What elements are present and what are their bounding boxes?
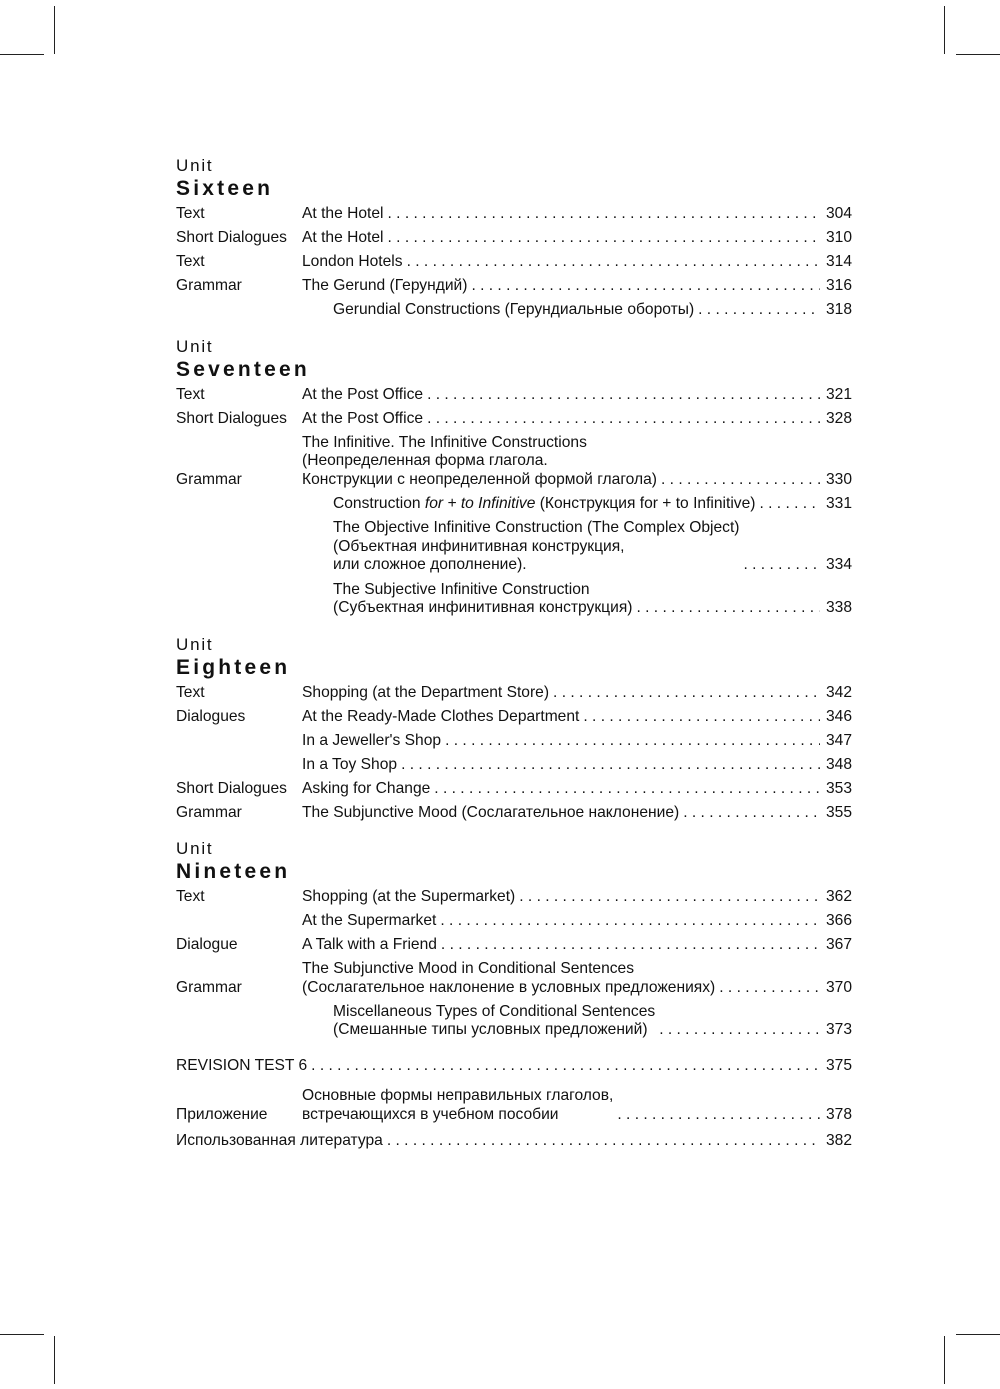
entry-title: At the Hotel: [302, 205, 384, 222]
unit-section: [176, 337, 852, 618]
toc-entry[interactable]: [176, 229, 852, 248]
dot-leader: [698, 301, 820, 320]
dot-leader: [445, 732, 820, 751]
entry-title: At the Ready-Made Clothes Department: [302, 707, 580, 725]
entry-category: Text: [176, 385, 205, 403]
unit-title: Eighteen: [176, 655, 291, 679]
units-list: [176, 156, 852, 1040]
page-number: 334: [825, 556, 852, 573]
entry-category: Grammar: [176, 470, 242, 488]
entry-category: Text: [176, 205, 205, 222]
unit-title: Nineteen: [176, 860, 291, 883]
entry-title: The Objective Infinitive Construction (The Complex Object) (Объектная инфинитивная конструкция, или сложное дополнение).: [333, 519, 740, 573]
dot-leader: [427, 410, 820, 429]
unit-label: Unit: [176, 156, 214, 175]
dot-leader: [636, 599, 820, 618]
crop-mark: [956, 54, 1000, 55]
page-number: 321: [825, 385, 852, 403]
entry-category: Short Dialogues: [176, 229, 287, 246]
toc-entry[interactable]: [176, 386, 852, 405]
unit-section: [176, 839, 852, 1040]
page-number: 304: [825, 205, 852, 222]
dot-leader: [683, 804, 820, 823]
entry-title: At the Post Office: [302, 385, 424, 403]
entry-title: The Subjunctive Mood in Conditional Sentences (Сослагательное наклонение в условных предложениях): [302, 960, 716, 996]
toc-entry[interactable]: [176, 1003, 852, 1040]
crop-mark: [944, 1336, 945, 1384]
dot-leader: [441, 936, 820, 955]
page-number: 330: [825, 470, 852, 488]
entry-title: London Hotels: [302, 253, 403, 270]
toc-entry[interactable]: [176, 434, 852, 490]
dot-leader: [583, 708, 820, 727]
entry-title: A Talk with a Friend: [302, 936, 437, 953]
dot-leader: [434, 780, 820, 799]
dot-leader: [759, 495, 820, 514]
page-number: 316: [825, 277, 852, 294]
entry-category: Приложение: [176, 1105, 268, 1123]
entry-title-part: for + to Infinitive: [424, 494, 536, 512]
page-number: 370: [825, 978, 852, 996]
entry-category: Dialogue: [176, 936, 238, 953]
toc-entry[interactable]: [176, 732, 852, 751]
toc-entry[interactable]: [176, 888, 852, 907]
page-number: 314: [825, 253, 852, 270]
toc-entry[interactable]: [176, 301, 852, 320]
toc-entry[interactable]: [176, 936, 852, 955]
toc-entry[interactable]: [176, 780, 852, 799]
crop-mark: [54, 6, 55, 54]
entry-category: Text: [176, 253, 205, 270]
page-number: 342: [825, 683, 852, 701]
toc-entry[interactable]: [176, 277, 852, 296]
page-number: 366: [825, 912, 852, 929]
dot-leader: [519, 888, 820, 907]
references-entry[interactable]: [176, 1132, 852, 1151]
crop-mark: [944, 6, 945, 54]
page-number: 362: [825, 888, 852, 905]
page-number: 382: [825, 1132, 852, 1149]
toc-entry[interactable]: [176, 804, 852, 823]
entry-title: At the Supermarket: [302, 912, 437, 929]
toc-entry[interactable]: [176, 410, 852, 429]
entry-category: Text: [176, 888, 205, 905]
dot-leader: [617, 1106, 820, 1125]
toc-entry[interactable]: [176, 253, 852, 272]
dot-leader: [407, 253, 820, 272]
entry-title: Asking for Change: [302, 779, 431, 797]
entry-title: At the Hotel: [302, 229, 384, 246]
entry-title-part: Construction: [333, 494, 425, 512]
entry-title: The Subjective Infinitive Construction (Субъектная инфинитивная конструкция): [333, 580, 633, 616]
toc-entry[interactable]: [176, 756, 852, 775]
page-number: 367: [825, 936, 852, 953]
entry-title: REVISION TEST 6: [176, 1056, 308, 1074]
page-number: 373: [825, 1021, 852, 1038]
page-number: 348: [825, 755, 852, 773]
entry-title: Использованная литература: [176, 1132, 383, 1149]
entry-title: Основные формы неправильных глаголов, встречающихся в учебном пособии: [302, 1087, 614, 1123]
entry-category: Short Dialogues: [176, 409, 287, 427]
entry-title: [333, 495, 755, 514]
unit-label: Unit: [176, 634, 214, 654]
entry-title-part: (Конструкция for + to Infinitive): [535, 494, 756, 512]
dot-leader: [661, 471, 820, 490]
dot-leader: [401, 756, 820, 775]
crop-mark: [956, 1334, 1000, 1335]
toc-entry[interactable]: [176, 205, 852, 224]
entry-title: The Gerund (Герундий): [302, 277, 468, 294]
table-of-contents: [176, 156, 852, 1159]
dot-leader: [659, 1021, 820, 1040]
dot-leader: [471, 277, 820, 296]
dot-leader: [427, 386, 820, 405]
page-number: 338: [825, 599, 852, 616]
toc-entry[interactable]: [176, 495, 852, 514]
appendix-entry[interactable]: [176, 1087, 852, 1124]
toc-entry[interactable]: [176, 960, 852, 997]
page-number: 378: [825, 1105, 852, 1123]
dot-leader: [387, 205, 820, 224]
page-number: 353: [825, 779, 852, 797]
page-number: 355: [825, 803, 852, 821]
unit-title: Sixteen: [176, 177, 274, 200]
entry-title: In a Jeweller's Shop: [302, 731, 442, 749]
unit-section: [176, 156, 852, 320]
crop-mark: [0, 54, 44, 55]
crop-mark: [0, 1334, 44, 1335]
entry-title: The Infinitive. The Infinitive Constructions (Неопределенная форма глагола. Конструкции с неопределенной формой глагола): [302, 433, 657, 488]
page-number: 310: [825, 229, 852, 246]
entry-category: Text: [176, 683, 205, 701]
page-number: 328: [825, 409, 852, 427]
entry-category: Dialogues: [176, 707, 246, 725]
crop-mark: [54, 1336, 55, 1384]
dot-leader: [311, 1057, 820, 1076]
page-number: 346: [825, 707, 852, 725]
toc-entry[interactable]: [176, 912, 852, 931]
toc-entry[interactable]: [176, 708, 852, 727]
unit-label: Unit: [176, 336, 214, 356]
page-number: 347: [825, 731, 852, 749]
page-number: 318: [825, 301, 852, 318]
dot-leader: [387, 1132, 820, 1151]
revision-test-entry[interactable]: [176, 1057, 852, 1076]
entry-category: Grammar: [176, 277, 242, 294]
page-number: 331: [825, 494, 852, 512]
entry-title: The Subjunctive Mood (Сослагательное наклонение): [302, 803, 680, 821]
dot-leader: [387, 229, 820, 248]
entry-title: Shopping (at the Department Store): [302, 683, 550, 701]
dot-leader: [719, 979, 820, 998]
unit-label: Unit: [176, 839, 214, 858]
dot-leader: [743, 556, 820, 575]
toc-entry[interactable]: [176, 519, 852, 575]
entry-title: At the Post Office: [302, 409, 424, 427]
toc-entry[interactable]: [176, 684, 852, 703]
dot-leader: [440, 912, 820, 931]
entry-category: Short Dialogues: [176, 779, 287, 797]
page-number: 375: [825, 1056, 852, 1074]
entry-title: Shopping (at the Supermarket): [302, 888, 516, 905]
entry-category: Grammar: [176, 978, 242, 996]
unit-title: Seventeen: [176, 357, 310, 381]
unit-section: [176, 635, 852, 823]
dot-leader: [553, 684, 820, 703]
entry-category: Grammar: [176, 803, 242, 821]
entry-title: In a Toy Shop: [302, 755, 398, 773]
toc-entry[interactable]: [176, 581, 852, 618]
entry-title: Miscellaneous Types of Conditional Sentences (Смешанные типы условных предложений): [333, 1002, 656, 1038]
entry-title: Gerundial Constructions (Герундиальные обороты): [333, 301, 695, 318]
